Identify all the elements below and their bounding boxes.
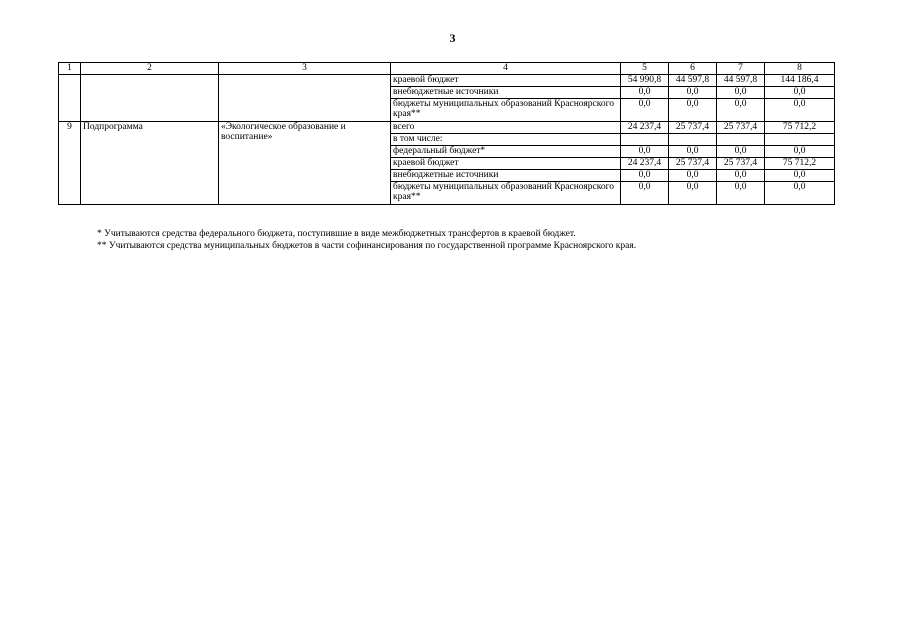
value-cell [669, 134, 717, 146]
row-label: бюджеты муниципальных образований Красноярского края** [391, 99, 621, 122]
value-cell: 44 597,8 [669, 75, 717, 87]
footnote-federal: * Учитываются средства федерального бюджета, поступившие в виде межбюджетных трансфертов в краевой бюджет. [97, 229, 576, 239]
value-cell: 0,0 [669, 182, 717, 205]
value-cell: 0,0 [765, 99, 835, 122]
value-cell: 0,0 [765, 182, 835, 205]
value-cell: 44 597,8 [717, 75, 765, 87]
row-label: всего [391, 122, 621, 134]
row-label: внебюджетные источники [391, 170, 621, 182]
header-row [59, 63, 835, 75]
value-cell: 24 237,4 [621, 122, 669, 134]
block-name: «Экологическое образование и воспитание» [219, 122, 391, 205]
value-cell: 25 737,4 [717, 158, 765, 170]
row-label: краевой бюджет [391, 75, 621, 87]
footnotes [97, 228, 877, 252]
prev-name-cell [219, 75, 391, 122]
table-row [59, 122, 835, 134]
header-cell-5: 5 [621, 63, 669, 75]
value-cell: 0,0 [621, 170, 669, 182]
value-cell: 75 712,2 [765, 122, 835, 134]
value-cell [765, 134, 835, 146]
block-number: 9 [59, 122, 81, 205]
value-cell: 0,0 [717, 146, 765, 158]
header-cell-2: 2 [81, 63, 219, 75]
header-cell-7: 7 [717, 63, 765, 75]
header-cell-8: 8 [765, 63, 835, 75]
value-cell: 0,0 [669, 87, 717, 99]
row-label: бюджеты муниципальных образований Красноярского края** [391, 182, 621, 205]
value-cell: 0,0 [765, 170, 835, 182]
header-cell-1: 1 [59, 63, 81, 75]
row-label: в том числе: [391, 134, 621, 146]
row-label: краевой бюджет [391, 158, 621, 170]
value-cell: 0,0 [669, 146, 717, 158]
value-cell: 0,0 [717, 99, 765, 122]
value-cell: 0,0 [717, 182, 765, 205]
value-cell: 24 237,4 [621, 158, 669, 170]
prev-type-cell [81, 75, 219, 122]
header-cell-3: 3 [219, 63, 391, 75]
value-cell: 25 737,4 [669, 122, 717, 134]
table-row [59, 75, 835, 87]
value-cell: 0,0 [621, 146, 669, 158]
footnote-municipal: ** Учитываются средства муниципальных бюджетов в части софинансирования по государственной программе Красноярского края. [97, 241, 637, 251]
value-cell: 0,0 [717, 87, 765, 99]
value-cell: 144 186,4 [765, 75, 835, 87]
value-cell: 54 990,8 [621, 75, 669, 87]
value-cell: 25 737,4 [717, 122, 765, 134]
value-cell: 0,0 [669, 170, 717, 182]
budget-table [58, 62, 835, 205]
value-cell: 75 712,2 [765, 158, 835, 170]
value-cell: 0,0 [621, 99, 669, 122]
value-cell: 0,0 [669, 99, 717, 122]
row-label: внебюджетные источники [391, 87, 621, 99]
page-number: 3 [449, 31, 456, 45]
value-cell: 0,0 [765, 87, 835, 99]
header-cell-6: 6 [669, 63, 717, 75]
value-cell [717, 134, 765, 146]
value-cell [621, 134, 669, 146]
header-cell-4: 4 [391, 63, 621, 75]
value-cell: 25 737,4 [669, 158, 717, 170]
row-label: федеральный бюджет* [391, 146, 621, 158]
block-type: Подпрограмма [81, 122, 219, 205]
value-cell: 0,0 [621, 182, 669, 205]
value-cell: 0,0 [765, 146, 835, 158]
prev-num-cell [59, 75, 81, 122]
value-cell: 0,0 [717, 170, 765, 182]
value-cell: 0,0 [621, 87, 669, 99]
